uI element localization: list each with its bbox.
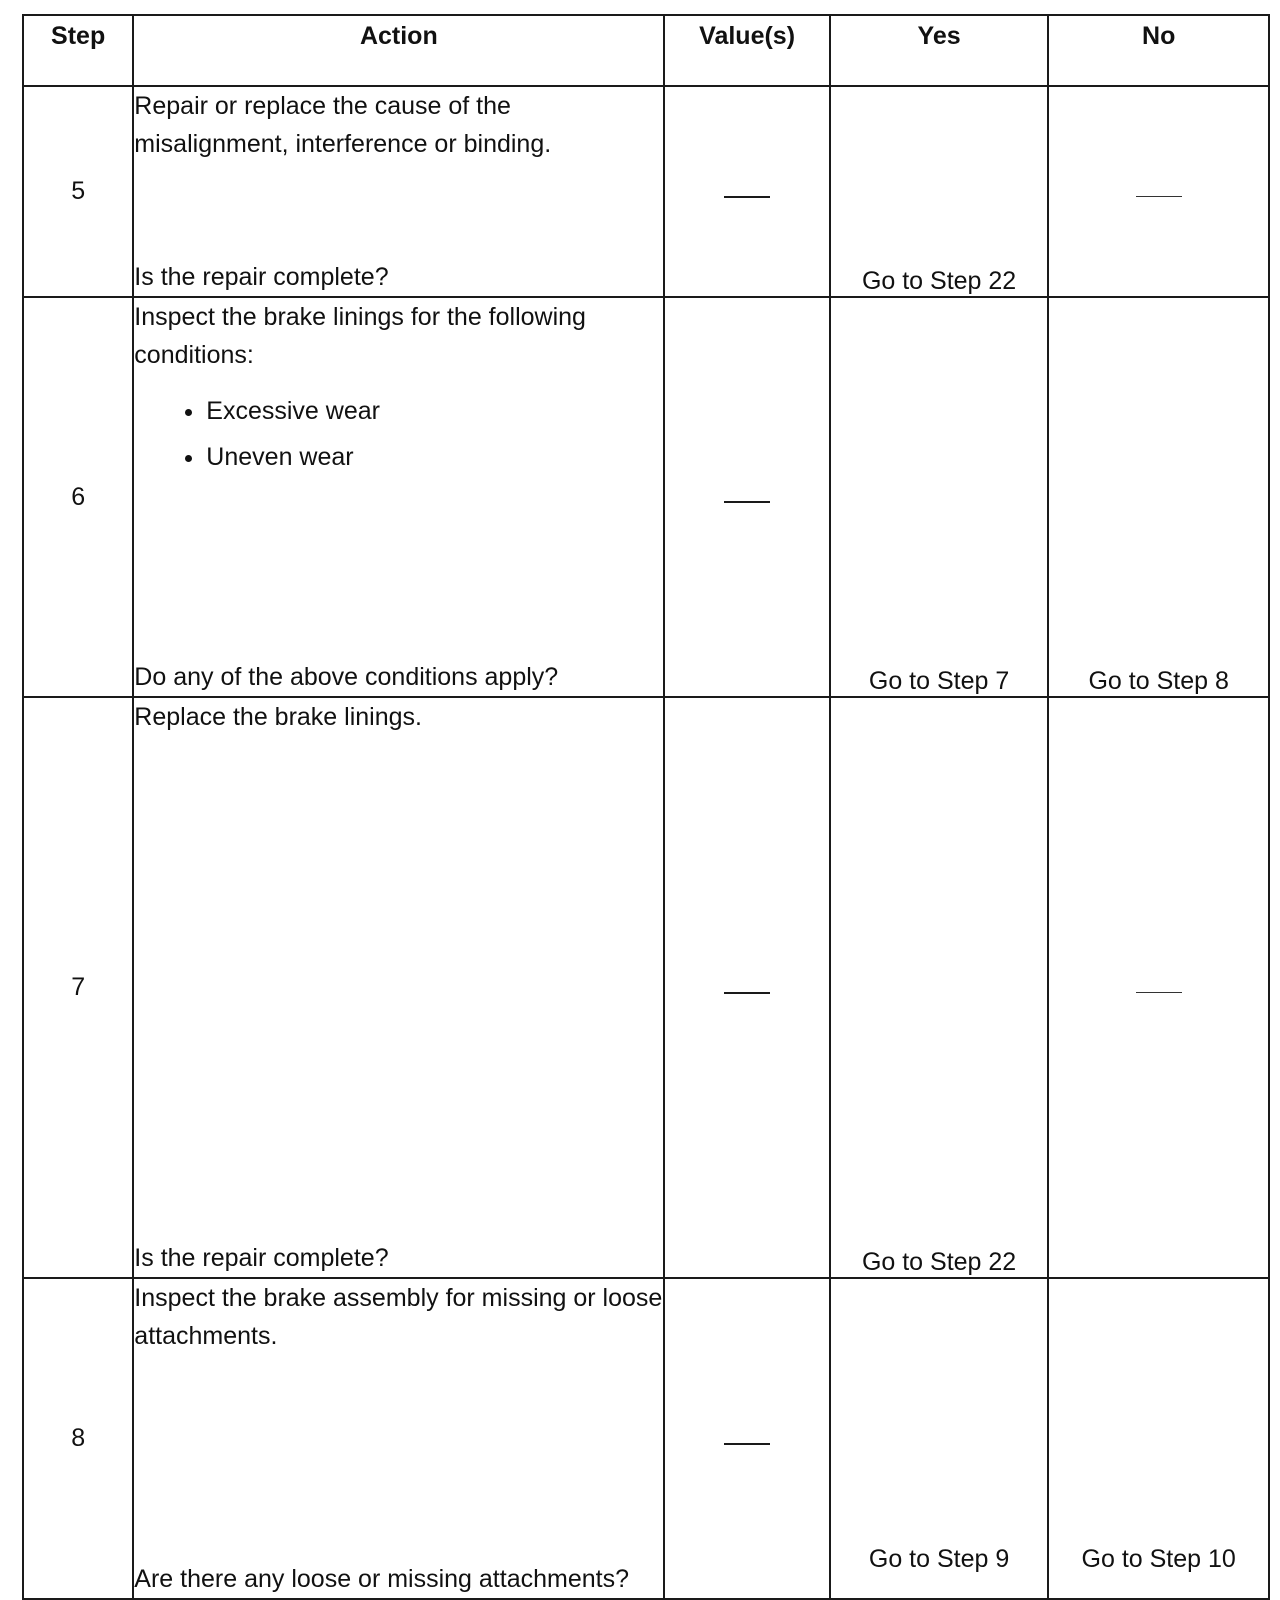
list-item: • Uneven wear — [206, 434, 663, 480]
action-question: Is the repair complete? — [134, 1244, 389, 1272]
action-cell — [133, 1278, 664, 1599]
value-dash — [724, 196, 770, 198]
header-action: Action — [133, 15, 664, 86]
yes-cell: Go to Step 22 — [830, 697, 1049, 1278]
no-cell: Go to Step 10 — [1048, 1278, 1269, 1599]
action-text: Inspect the brake assembly for missing or loose attachments. — [134, 1284, 663, 1350]
step-number: 5 — [23, 86, 133, 297]
header-no: No — [1048, 15, 1269, 86]
value-cell — [664, 697, 829, 1278]
step-number: 8 — [23, 1278, 133, 1599]
step-number: 7 — [23, 697, 133, 1278]
action-cell — [133, 297, 664, 697]
action-question: Are there any loose or missing attachments? — [134, 1565, 629, 1593]
action-text: Inspect the brake linings for the following conditions: — [134, 303, 586, 369]
action-text: Replace the brake linings. — [134, 703, 422, 731]
table-row — [23, 697, 1269, 1278]
value-cell — [664, 86, 829, 297]
action-question: Do any of the above conditions apply? — [134, 663, 559, 691]
value-dash — [724, 992, 770, 994]
table-row — [23, 297, 1269, 697]
action-question: Is the repair complete? — [134, 263, 389, 291]
header-values: Value(s) — [664, 15, 829, 86]
value-cell — [664, 297, 829, 697]
no-cell — [1048, 86, 1269, 297]
header-yes: Yes — [830, 15, 1049, 86]
no-cell — [1048, 697, 1269, 1278]
condition-list — [134, 388, 663, 480]
list-item: • Excessive wear — [206, 388, 663, 434]
diagnostic-table — [22, 14, 1270, 1600]
yes-cell: Go to Step 22 — [830, 86, 1049, 297]
action-cell — [133, 86, 664, 297]
action-cell — [133, 697, 664, 1278]
table-row — [23, 86, 1269, 297]
yes-cell: Go to Step 7 — [830, 297, 1049, 697]
value-dash — [724, 501, 770, 503]
no-dash — [1136, 196, 1182, 197]
no-cell: Go to Step 8 — [1048, 297, 1269, 697]
header-step: Step — [23, 15, 133, 86]
value-cell — [664, 1278, 829, 1599]
step-number: 6 — [23, 297, 133, 697]
no-dash — [1136, 992, 1182, 993]
table-row — [23, 1278, 1269, 1599]
value-dash — [724, 1443, 770, 1445]
header-row — [23, 15, 1269, 86]
action-text: Repair or replace the cause of the misalignment, interference or binding. — [134, 92, 552, 158]
yes-cell: Go to Step 9 — [830, 1278, 1049, 1599]
